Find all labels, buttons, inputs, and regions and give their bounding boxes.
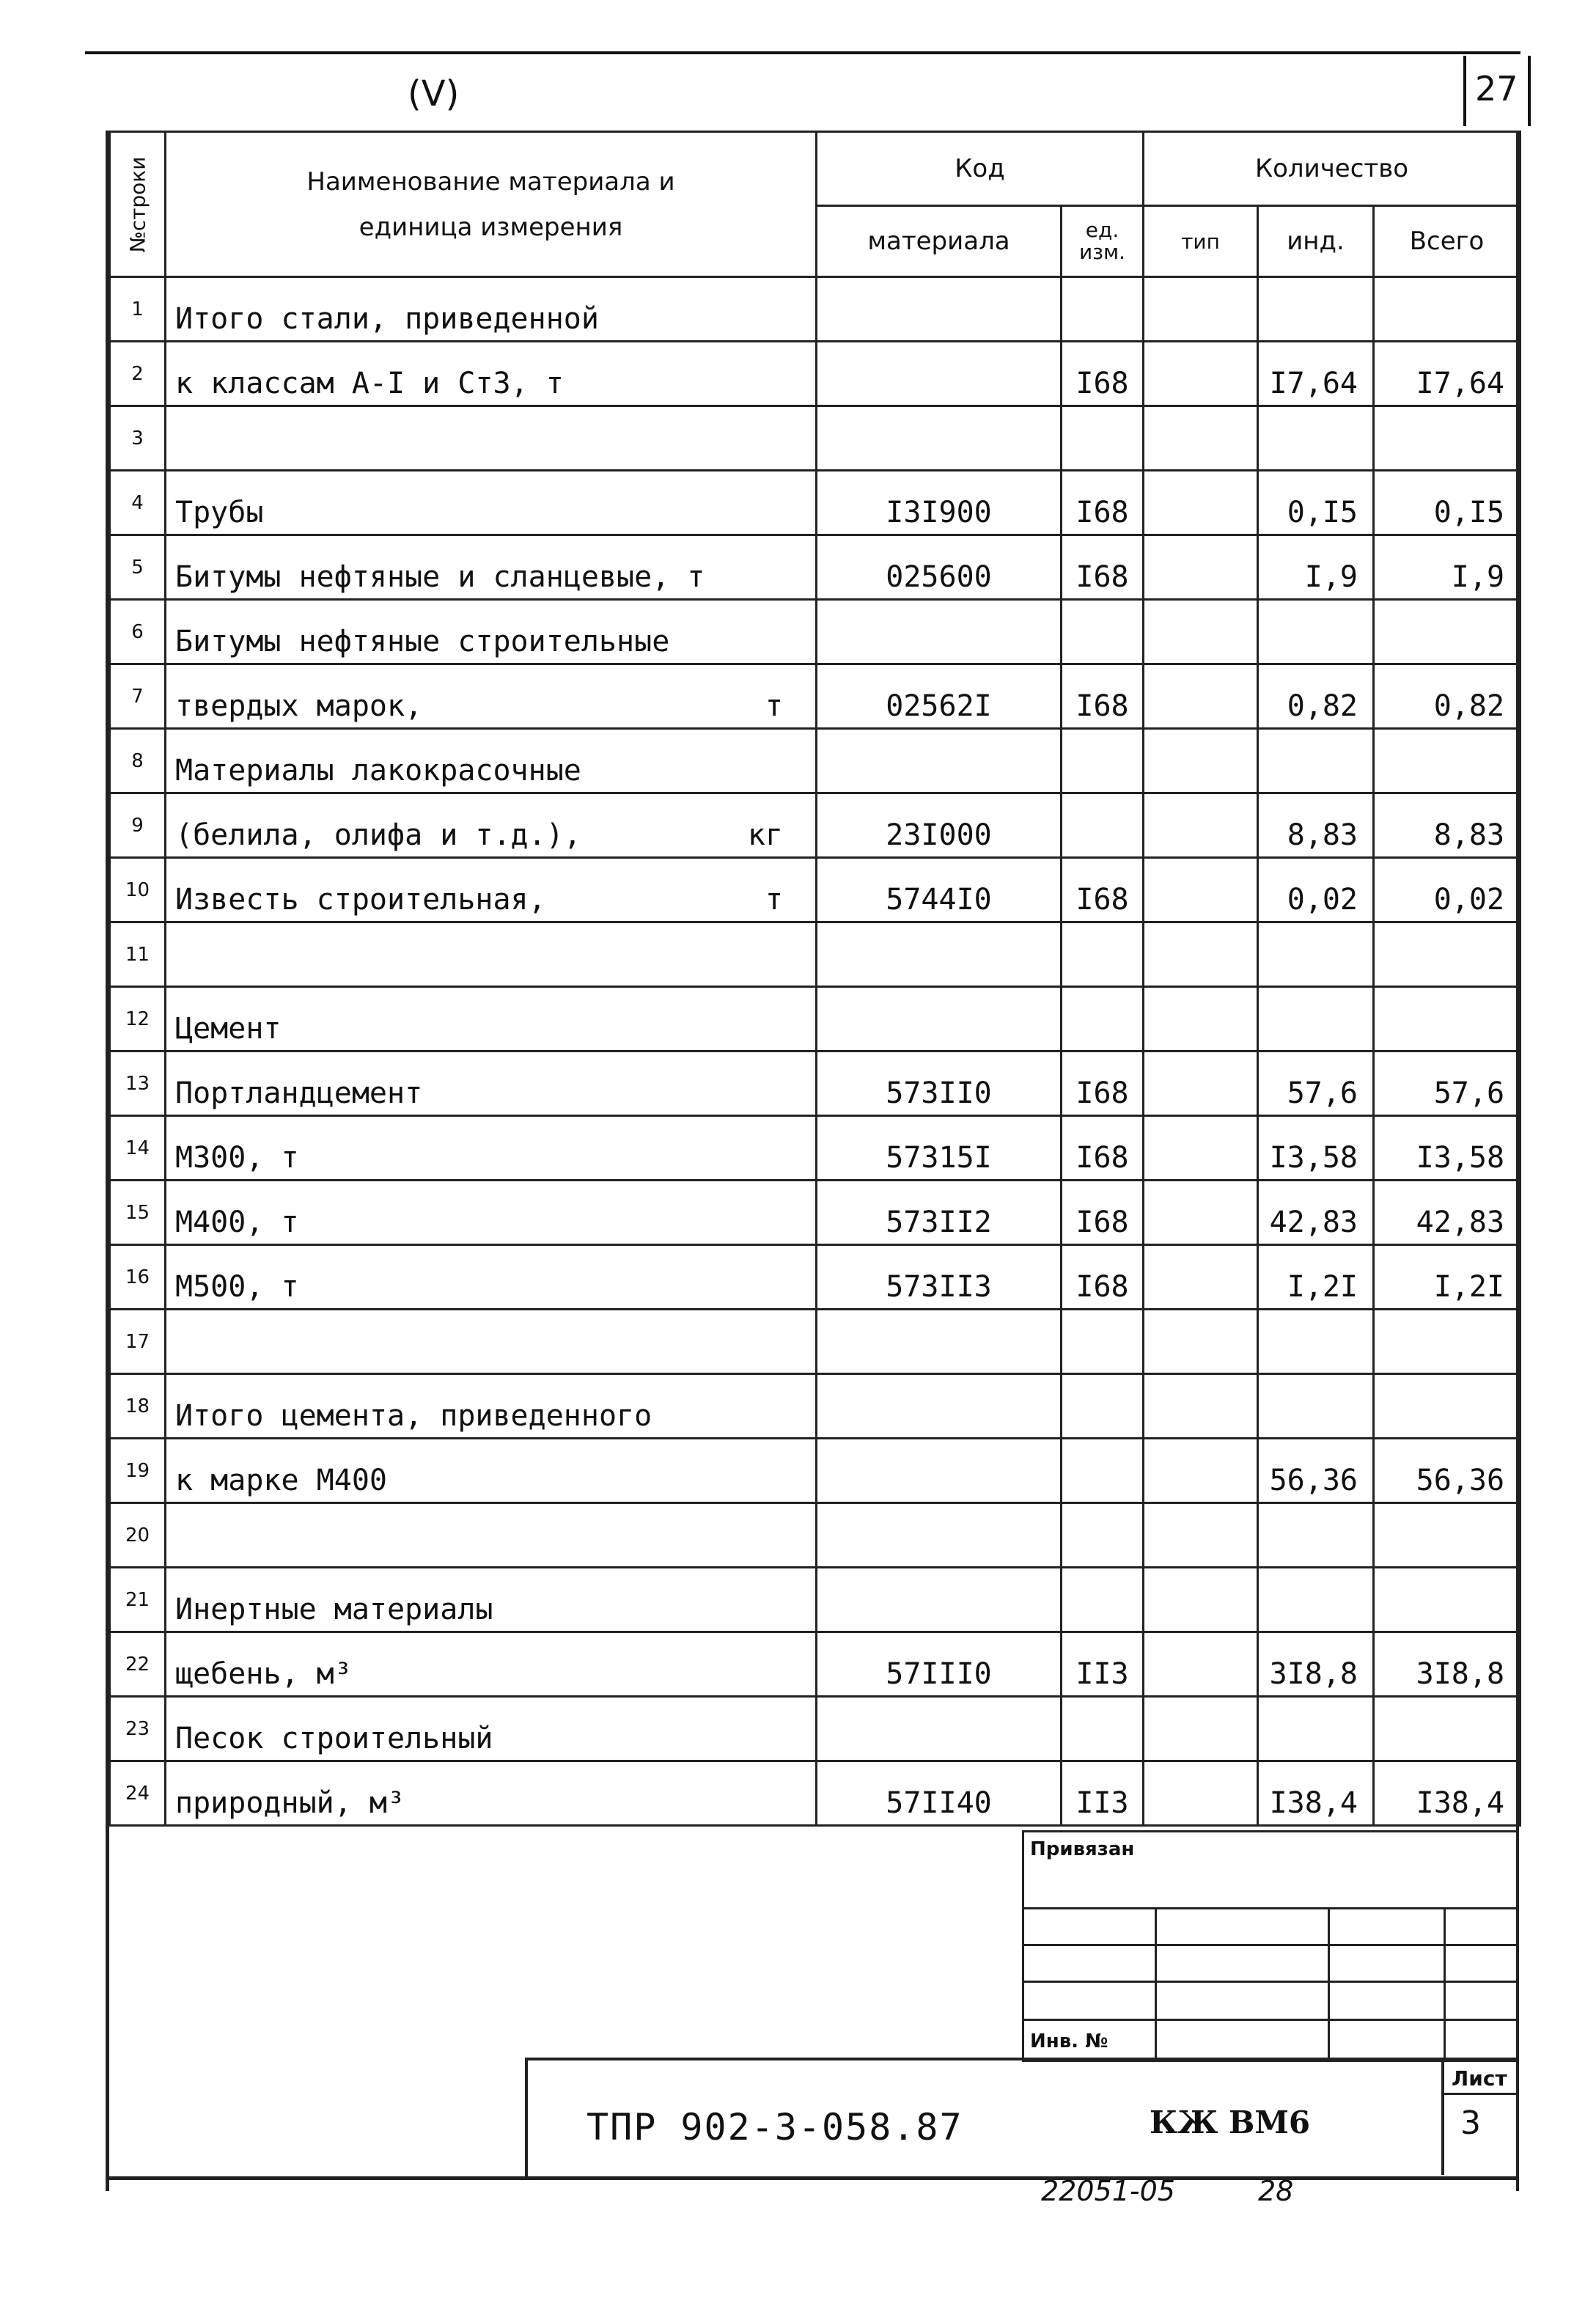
row-number: 6 <box>110 600 166 664</box>
material-name-text: Цемент <box>175 1012 282 1046</box>
material-name <box>166 1052 817 1116</box>
material-name <box>166 1632 817 1697</box>
quantity-total: I,9 <box>1374 535 1520 600</box>
unit-code: I68 <box>1062 1052 1144 1116</box>
unit-code <box>1062 600 1144 664</box>
code-material-header: материала <box>817 206 1062 277</box>
quantity-ind: 0,82 <box>1258 664 1374 729</box>
table-row <box>110 535 1520 600</box>
quantity-ind: 0,02 <box>1258 858 1374 922</box>
quantity-ind <box>1258 922 1374 987</box>
quantity-total <box>1374 987 1520 1052</box>
quantity-type <box>1144 1632 1258 1697</box>
table-row <box>110 1245 1520 1310</box>
quantity-ind <box>1258 729 1374 793</box>
unit-code: I68 <box>1062 342 1144 406</box>
row-number: 23 <box>110 1697 166 1761</box>
quantity-type <box>1144 729 1258 793</box>
row-number: 1 <box>110 277 166 342</box>
title-block <box>525 2058 1519 2178</box>
unit-code <box>1062 922 1144 987</box>
material-code: 57III0 <box>817 1632 1062 1697</box>
qty-ind-header: инд. <box>1258 206 1374 277</box>
table-row <box>110 729 1520 793</box>
materials-table <box>109 131 1521 1827</box>
material-name <box>166 1761 817 1826</box>
unit-code <box>1062 729 1144 793</box>
quantity-type <box>1144 1761 1258 1826</box>
sheet-box-line <box>1444 2093 1519 2095</box>
quantity-total: 56,36 <box>1374 1439 1520 1503</box>
row-number: 20 <box>110 1503 166 1568</box>
quantity-type <box>1144 1052 1258 1116</box>
quantity-type <box>1144 1439 1258 1503</box>
inventory-number: 22051-05 <box>1041 2175 1175 2207</box>
quantity-type <box>1144 793 1258 858</box>
row-number: 10 <box>110 858 166 922</box>
quantity-total <box>1374 1568 1520 1632</box>
material-code <box>817 1374 1062 1439</box>
material-name <box>166 1439 817 1503</box>
quantity-total: I7,64 <box>1374 342 1520 406</box>
material-code <box>817 1568 1062 1632</box>
name-header: Наименование материала и единица измерения <box>166 132 817 277</box>
table-row <box>110 471 1520 535</box>
unit-code: I68 <box>1062 1181 1144 1245</box>
material-code <box>817 406 1062 471</box>
row-number: 18 <box>110 1374 166 1439</box>
unit-suffix: т <box>765 689 783 723</box>
code-header: Код <box>817 132 1144 206</box>
row-number: 5 <box>110 535 166 600</box>
material-code <box>817 987 1062 1052</box>
unit-code: I68 <box>1062 535 1144 600</box>
row-number: 9 <box>110 793 166 858</box>
material-name <box>166 1245 817 1310</box>
material-name <box>166 793 817 858</box>
material-name <box>166 729 817 793</box>
quantity-ind: 42,83 <box>1258 1181 1374 1245</box>
quantity-total: 8,83 <box>1374 793 1520 858</box>
material-code: 573II2 <box>817 1181 1062 1245</box>
material-code: I3I900 <box>817 471 1062 535</box>
row-number: 11 <box>110 922 166 987</box>
material-name-text: к марке М400 <box>175 1464 387 1497</box>
material-code <box>817 922 1062 987</box>
row-number: 13 <box>110 1052 166 1116</box>
quantity-total: 0,02 <box>1374 858 1520 922</box>
frame-top-line <box>85 51 1520 54</box>
quantity-ind: I38,4 <box>1258 1761 1374 1826</box>
qty-total-header: Всего <box>1374 206 1520 277</box>
quantity-total: 42,83 <box>1374 1181 1520 1245</box>
quantity-header: Количество <box>1144 132 1520 206</box>
material-name <box>166 535 817 600</box>
material-name-text: Битумы нефтяные и сланцевые, т <box>175 560 705 594</box>
table-row <box>110 1310 1520 1374</box>
material-name <box>166 1697 817 1761</box>
materials-table-body <box>110 277 1520 1826</box>
material-name <box>166 471 817 535</box>
quantity-total: 57,6 <box>1374 1052 1520 1116</box>
quantity-ind <box>1258 987 1374 1052</box>
table-row <box>110 1052 1520 1116</box>
quantity-ind <box>1258 600 1374 664</box>
attachment-stamp <box>1022 1830 1518 2062</box>
table-row <box>110 858 1520 922</box>
quantity-type <box>1144 664 1258 729</box>
unit-code <box>1062 277 1144 342</box>
quantity-ind: 57,6 <box>1258 1052 1374 1116</box>
unit-code <box>1062 406 1144 471</box>
quantity-total <box>1374 1310 1520 1374</box>
material-code <box>817 342 1062 406</box>
stamp-divider <box>1328 1907 1330 2060</box>
material-name-text: Портландцемент <box>175 1076 423 1110</box>
material-code: 573II3 <box>817 1245 1062 1310</box>
quantity-ind: I,2I <box>1258 1245 1374 1310</box>
table-row <box>110 342 1520 406</box>
row-number-header: №строки <box>110 132 166 277</box>
quantity-total <box>1374 729 1520 793</box>
quantity-type <box>1144 342 1258 406</box>
quantity-type <box>1144 1181 1258 1245</box>
row-number: 7 <box>110 664 166 729</box>
quantity-type <box>1144 987 1258 1052</box>
document-code: ТПР 902-3-058.87 <box>586 2106 963 2148</box>
unit-code <box>1062 987 1144 1052</box>
quantity-ind <box>1258 1697 1374 1761</box>
quantity-ind: I,9 <box>1258 535 1374 600</box>
material-name-text: Итого стали, приведенной <box>175 302 599 336</box>
table-row <box>110 277 1520 342</box>
quantity-total: I38,4 <box>1374 1761 1520 1826</box>
material-code: 5744I0 <box>817 858 1062 922</box>
row-number: 21 <box>110 1568 166 1632</box>
quantity-ind <box>1258 277 1374 342</box>
table-row <box>110 1181 1520 1245</box>
quantity-total <box>1374 406 1520 471</box>
quantity-ind <box>1258 406 1374 471</box>
unit-code: I68 <box>1062 1116 1144 1181</box>
material-code <box>817 1439 1062 1503</box>
material-code <box>817 277 1062 342</box>
unit-code <box>1062 1310 1144 1374</box>
material-code: 025600 <box>817 535 1062 600</box>
material-name-text: М500, т <box>175 1270 299 1304</box>
unit-suffix: т <box>765 883 783 917</box>
material-name-text: Песок строительный <box>175 1722 493 1755</box>
quantity-ind <box>1258 1503 1374 1568</box>
unit-code <box>1062 1697 1144 1761</box>
row-number: 4 <box>110 471 166 535</box>
material-name-text: Итого цемента, приведенного <box>175 1399 652 1433</box>
table-row <box>110 600 1520 664</box>
row-number: 16 <box>110 1245 166 1310</box>
material-name <box>166 664 817 729</box>
table-row <box>110 406 1520 471</box>
quantity-type <box>1144 1310 1258 1374</box>
quantity-type <box>1144 600 1258 664</box>
quantity-type <box>1144 471 1258 535</box>
row-number: 19 <box>110 1439 166 1503</box>
row-number: 22 <box>110 1632 166 1697</box>
qty-type-header: тип <box>1144 206 1258 277</box>
material-name <box>166 342 817 406</box>
quantity-total: I3,58 <box>1374 1116 1520 1181</box>
quantity-type <box>1144 277 1258 342</box>
quantity-type <box>1144 535 1258 600</box>
material-code: 23I000 <box>817 793 1062 858</box>
table-row <box>110 1697 1520 1761</box>
material-name <box>166 406 817 471</box>
unit-code: II3 <box>1062 1632 1144 1697</box>
material-code: 02562I <box>817 664 1062 729</box>
material-code: 57II40 <box>817 1761 1062 1826</box>
row-number: 14 <box>110 1116 166 1181</box>
row-number: 17 <box>110 1310 166 1374</box>
unit-code: I68 <box>1062 664 1144 729</box>
quantity-total <box>1374 1697 1520 1761</box>
quantity-total: 0,I5 <box>1374 471 1520 535</box>
unit-code <box>1062 1439 1144 1503</box>
material-code: 57315I <box>817 1116 1062 1181</box>
quantity-total <box>1374 922 1520 987</box>
unit-code: I68 <box>1062 858 1144 922</box>
quantity-ind: I3,58 <box>1258 1116 1374 1181</box>
quantity-total <box>1374 600 1520 664</box>
unit-code: I68 <box>1062 471 1144 535</box>
material-name <box>166 858 817 922</box>
material-code <box>817 729 1062 793</box>
table-row <box>110 1568 1520 1632</box>
attached-label: Привязан <box>1030 1838 1135 1860</box>
material-code <box>817 600 1062 664</box>
extra-number: 28 <box>1258 2175 1294 2207</box>
quantity-type <box>1144 406 1258 471</box>
row-number: 24 <box>110 1761 166 1826</box>
material-code <box>817 1503 1062 1568</box>
quantity-type <box>1144 1503 1258 1568</box>
sheet-label: Лист <box>1452 2066 1507 2091</box>
material-name-text: Битумы нефтяные строительные <box>175 625 670 658</box>
material-name <box>166 922 817 987</box>
table-row <box>110 1761 1520 1826</box>
table-row <box>110 987 1520 1052</box>
table-row <box>110 1374 1520 1439</box>
quantity-type <box>1144 1374 1258 1439</box>
material-name <box>166 1374 817 1439</box>
material-code <box>817 1697 1062 1761</box>
material-name-text: М300, т <box>175 1141 299 1175</box>
material-name-text: природный, м³ <box>175 1786 405 1820</box>
document-mark: КЖ ВМ6 <box>1150 2104 1311 2140</box>
row-number: 15 <box>110 1181 166 1245</box>
row-number: 8 <box>110 729 166 793</box>
material-name-text: Трубы <box>175 496 264 529</box>
quantity-ind <box>1258 1310 1374 1374</box>
quantity-ind <box>1258 1568 1374 1632</box>
row-number: 3 <box>110 406 166 471</box>
quantity-ind: 3I8,8 <box>1258 1632 1374 1697</box>
material-name-text: к классам А-I и Ст3, т <box>175 367 564 400</box>
unit-code <box>1062 1503 1144 1568</box>
unit-code: I68 <box>1062 1245 1144 1310</box>
material-code: 573II0 <box>817 1052 1062 1116</box>
table-row <box>110 793 1520 858</box>
revision-mark: (V) <box>408 73 460 114</box>
material-name <box>166 600 817 664</box>
material-name-text: твердых марок, <box>175 689 423 723</box>
row-number: 12 <box>110 987 166 1052</box>
page-number: 27 <box>1475 69 1518 109</box>
quantity-total <box>1374 1503 1520 1568</box>
quantity-ind: 56,36 <box>1258 1439 1374 1503</box>
quantity-type <box>1144 858 1258 922</box>
quantity-total: I,2I <box>1374 1245 1520 1310</box>
code-unit-header: ед. изм. <box>1062 206 1144 277</box>
material-name <box>166 1568 817 1632</box>
material-name <box>166 1181 817 1245</box>
table-row <box>110 1632 1520 1697</box>
stamp-divider <box>1444 1907 1446 2060</box>
material-code <box>817 1310 1062 1374</box>
quantity-type <box>1144 1116 1258 1181</box>
material-name <box>166 277 817 342</box>
material-name <box>166 1503 817 1568</box>
material-name-text: М400, т <box>175 1205 299 1239</box>
table-row <box>110 922 1520 987</box>
material-name <box>166 987 817 1052</box>
material-name <box>166 1310 817 1374</box>
table-row <box>110 1116 1520 1181</box>
sheet-number: 3 <box>1460 2104 1481 2142</box>
stamp-divider <box>1155 1907 1157 2060</box>
table-row <box>110 1503 1520 1568</box>
quantity-ind: 0,I5 <box>1258 471 1374 535</box>
sheet-box <box>1441 2058 1519 2175</box>
material-name-text: (белила, олифа и т.д.), <box>175 818 581 852</box>
quantity-type <box>1144 1568 1258 1632</box>
unit-code <box>1062 1374 1144 1439</box>
unit-code: II3 <box>1062 1761 1144 1826</box>
quantity-ind <box>1258 1374 1374 1439</box>
material-name-text: Материалы лакокрасочные <box>175 754 581 788</box>
unit-code <box>1062 1568 1144 1632</box>
quantity-ind: 8,83 <box>1258 793 1374 858</box>
quantity-ind: I7,64 <box>1258 342 1374 406</box>
inventory-label: Инв. № <box>1030 2030 1108 2052</box>
material-name-text: щебень, м³ <box>175 1657 352 1691</box>
unit-code <box>1062 793 1144 858</box>
material-name <box>166 1116 817 1181</box>
material-name-text: Инертные материалы <box>175 1593 493 1626</box>
quantity-total <box>1374 1374 1520 1439</box>
unit-suffix: кг <box>747 818 783 852</box>
quantity-type <box>1144 1245 1258 1310</box>
table-row <box>110 1439 1520 1503</box>
material-name-text: Известь строительная, <box>175 883 546 917</box>
quantity-total: 3I8,8 <box>1374 1632 1520 1697</box>
quantity-type <box>1144 1697 1258 1761</box>
quantity-type <box>1144 922 1258 987</box>
quantity-total: 0,82 <box>1374 664 1520 729</box>
table-row <box>110 664 1520 729</box>
row-number: 2 <box>110 342 166 406</box>
quantity-total <box>1374 277 1520 342</box>
